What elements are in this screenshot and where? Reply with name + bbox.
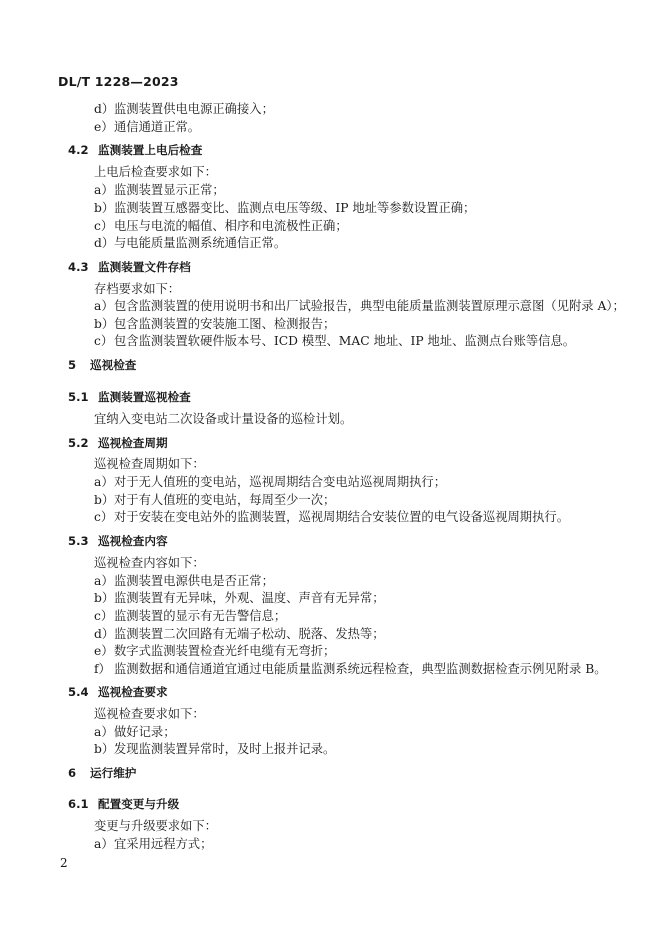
item-text: 监测装置互感器变比、监测点电压等级、IP 地址等参数设置正确；	[114, 201, 476, 215]
list-item	[94, 200, 475, 216]
item-text: 包含监测装置的使用说明书和出厂试验报告，典型电能质量监测装置原理示意图（见附录 A）；	[114, 299, 625, 313]
item-text: 包含监测装置的安装施工图、检测报告；	[114, 317, 336, 331]
section-heading-4-3	[68, 259, 191, 275]
item-text: 数字式监测装置检查光纤电缆有无弯折；	[114, 644, 336, 658]
section-intro: 巡视检查内容如下：	[94, 556, 205, 570]
list-item	[94, 661, 607, 677]
item-label: e）	[94, 120, 114, 134]
item-label: c）	[94, 334, 114, 348]
section-number: 5.1	[68, 390, 89, 404]
list-item	[94, 119, 200, 135]
section-title: 配置变更与升级	[98, 797, 180, 811]
item-label: d）	[94, 627, 115, 641]
item-label: b）	[94, 591, 115, 605]
list-item	[94, 492, 335, 508]
section-heading-5-1	[68, 389, 191, 405]
item-text: 对于有人值班的变电站，每周至少一次；	[114, 493, 336, 507]
standard-header: DL/T 1228—2023	[58, 74, 179, 89]
item-text: 监测装置的显示有无告警信息；	[114, 609, 287, 623]
item-text: 发现监测装置异常时，及时上报并记录。	[114, 742, 336, 756]
item-label: c）	[94, 510, 114, 524]
item-label: b）	[94, 742, 115, 756]
item-text: 监测数据和通信通道宜通过电能质量监测系统远程检查，典型监测数据检查示例见附录 B。	[114, 662, 607, 676]
section-title: 巡视检查周期	[98, 436, 168, 450]
section-heading-6-1	[68, 796, 179, 812]
list-item	[94, 235, 286, 251]
section-intro: 上电后检查要求如下：	[94, 165, 217, 179]
section-intro: 变更与升级要求如下：	[94, 819, 217, 833]
item-text: 对于安装在变电站外的监测装置，巡视周期结合安装位置的电气设备巡视周期执行。	[114, 510, 569, 524]
section-title: 运行维护	[90, 766, 137, 780]
section-number: 6	[68, 766, 77, 780]
section-number: 5.4	[68, 685, 89, 699]
section-number: 5.2	[68, 436, 89, 450]
section-number: 6.1	[68, 797, 89, 811]
section-title: 巡视检查	[90, 358, 137, 372]
item-label: a）	[94, 183, 114, 197]
item-label: a）	[94, 837, 114, 851]
item-text: 监测装置显示正常；	[114, 183, 225, 197]
section-number: 5.3	[68, 534, 89, 548]
item-text: 与电能质量监测系统通信正常。	[114, 236, 287, 250]
section-heading-5-2	[68, 435, 168, 451]
item-label: b）	[94, 317, 115, 331]
section-title: 监测装置巡视检查	[98, 390, 191, 404]
item-text: 监测装置有无异味，外观、温度、声音有无异常；	[114, 591, 385, 605]
list-item	[94, 724, 176, 740]
item-label: a）	[94, 299, 114, 313]
section-intro: 巡视检查要求如下：	[94, 707, 205, 721]
section-heading-5-3	[68, 533, 168, 549]
section-title: 巡视检查要求	[98, 685, 168, 699]
section-title: 巡视检查内容	[98, 534, 168, 548]
section-heading-6	[68, 765, 136, 781]
list-item	[94, 298, 625, 314]
list-item	[94, 474, 446, 490]
item-text: 宜采用远程方式；	[114, 837, 213, 851]
list-item	[94, 741, 335, 757]
item-text: 监测装置二次回路有无端子松动、脱落、发热等；	[114, 627, 385, 641]
section-title: 监测装置文件存档	[98, 260, 191, 274]
section-number: 4.2	[68, 143, 89, 157]
section-number: 4.3	[68, 260, 89, 274]
list-item	[94, 333, 575, 349]
item-label: b）	[94, 493, 115, 507]
item-text: 对于无人值班的变电站，巡视周期结合变电站巡视周期执行；	[114, 475, 447, 489]
item-label: e）	[94, 644, 114, 658]
page-number: 2	[60, 856, 68, 870]
list-item	[94, 182, 225, 198]
section-body: 宜纳入变电站二次设备或计量设备的巡检计划。	[94, 412, 353, 426]
list-item	[94, 608, 286, 624]
item-label: d）	[94, 102, 115, 116]
item-text: 电压与电流的幅值、相序和电流极性正确；	[114, 219, 348, 233]
list-item	[94, 509, 569, 525]
list-item	[94, 316, 335, 332]
list-item	[94, 626, 385, 642]
item-label: c）	[94, 609, 114, 623]
list-item	[94, 101, 274, 117]
section-title: 监测装置上电后检查	[98, 143, 203, 157]
item-text: 做好记录；	[114, 725, 176, 739]
item-label: d）	[94, 236, 115, 250]
section-intro: 存档要求如下：	[94, 282, 181, 296]
item-text: 包含监测装置软硬件版本号、ICD 模型、MAC 地址、IP 地址、监测点台账等信息。	[114, 334, 576, 348]
item-label: f）	[94, 662, 111, 676]
list-item	[94, 836, 212, 852]
section-number: 5	[68, 358, 77, 372]
list-item	[94, 573, 274, 589]
section-heading-5-4	[68, 684, 168, 700]
item-label: a）	[94, 574, 114, 588]
item-text: 监测装置电源供电是否正常；	[114, 574, 274, 588]
list-item	[94, 590, 385, 606]
section-heading-4-2	[68, 142, 202, 158]
section-intro: 巡视检查周期如下：	[94, 457, 205, 471]
item-label: b）	[94, 201, 115, 215]
list-item	[94, 218, 348, 234]
list-item	[94, 643, 335, 659]
item-label: a）	[94, 475, 114, 489]
section-heading-5	[68, 357, 136, 373]
item-label: c）	[94, 219, 114, 233]
item-label: a）	[94, 725, 114, 739]
item-text: 通信通道正常。	[114, 120, 201, 134]
item-text: 监测装置供电电源正确接入；	[114, 102, 274, 116]
